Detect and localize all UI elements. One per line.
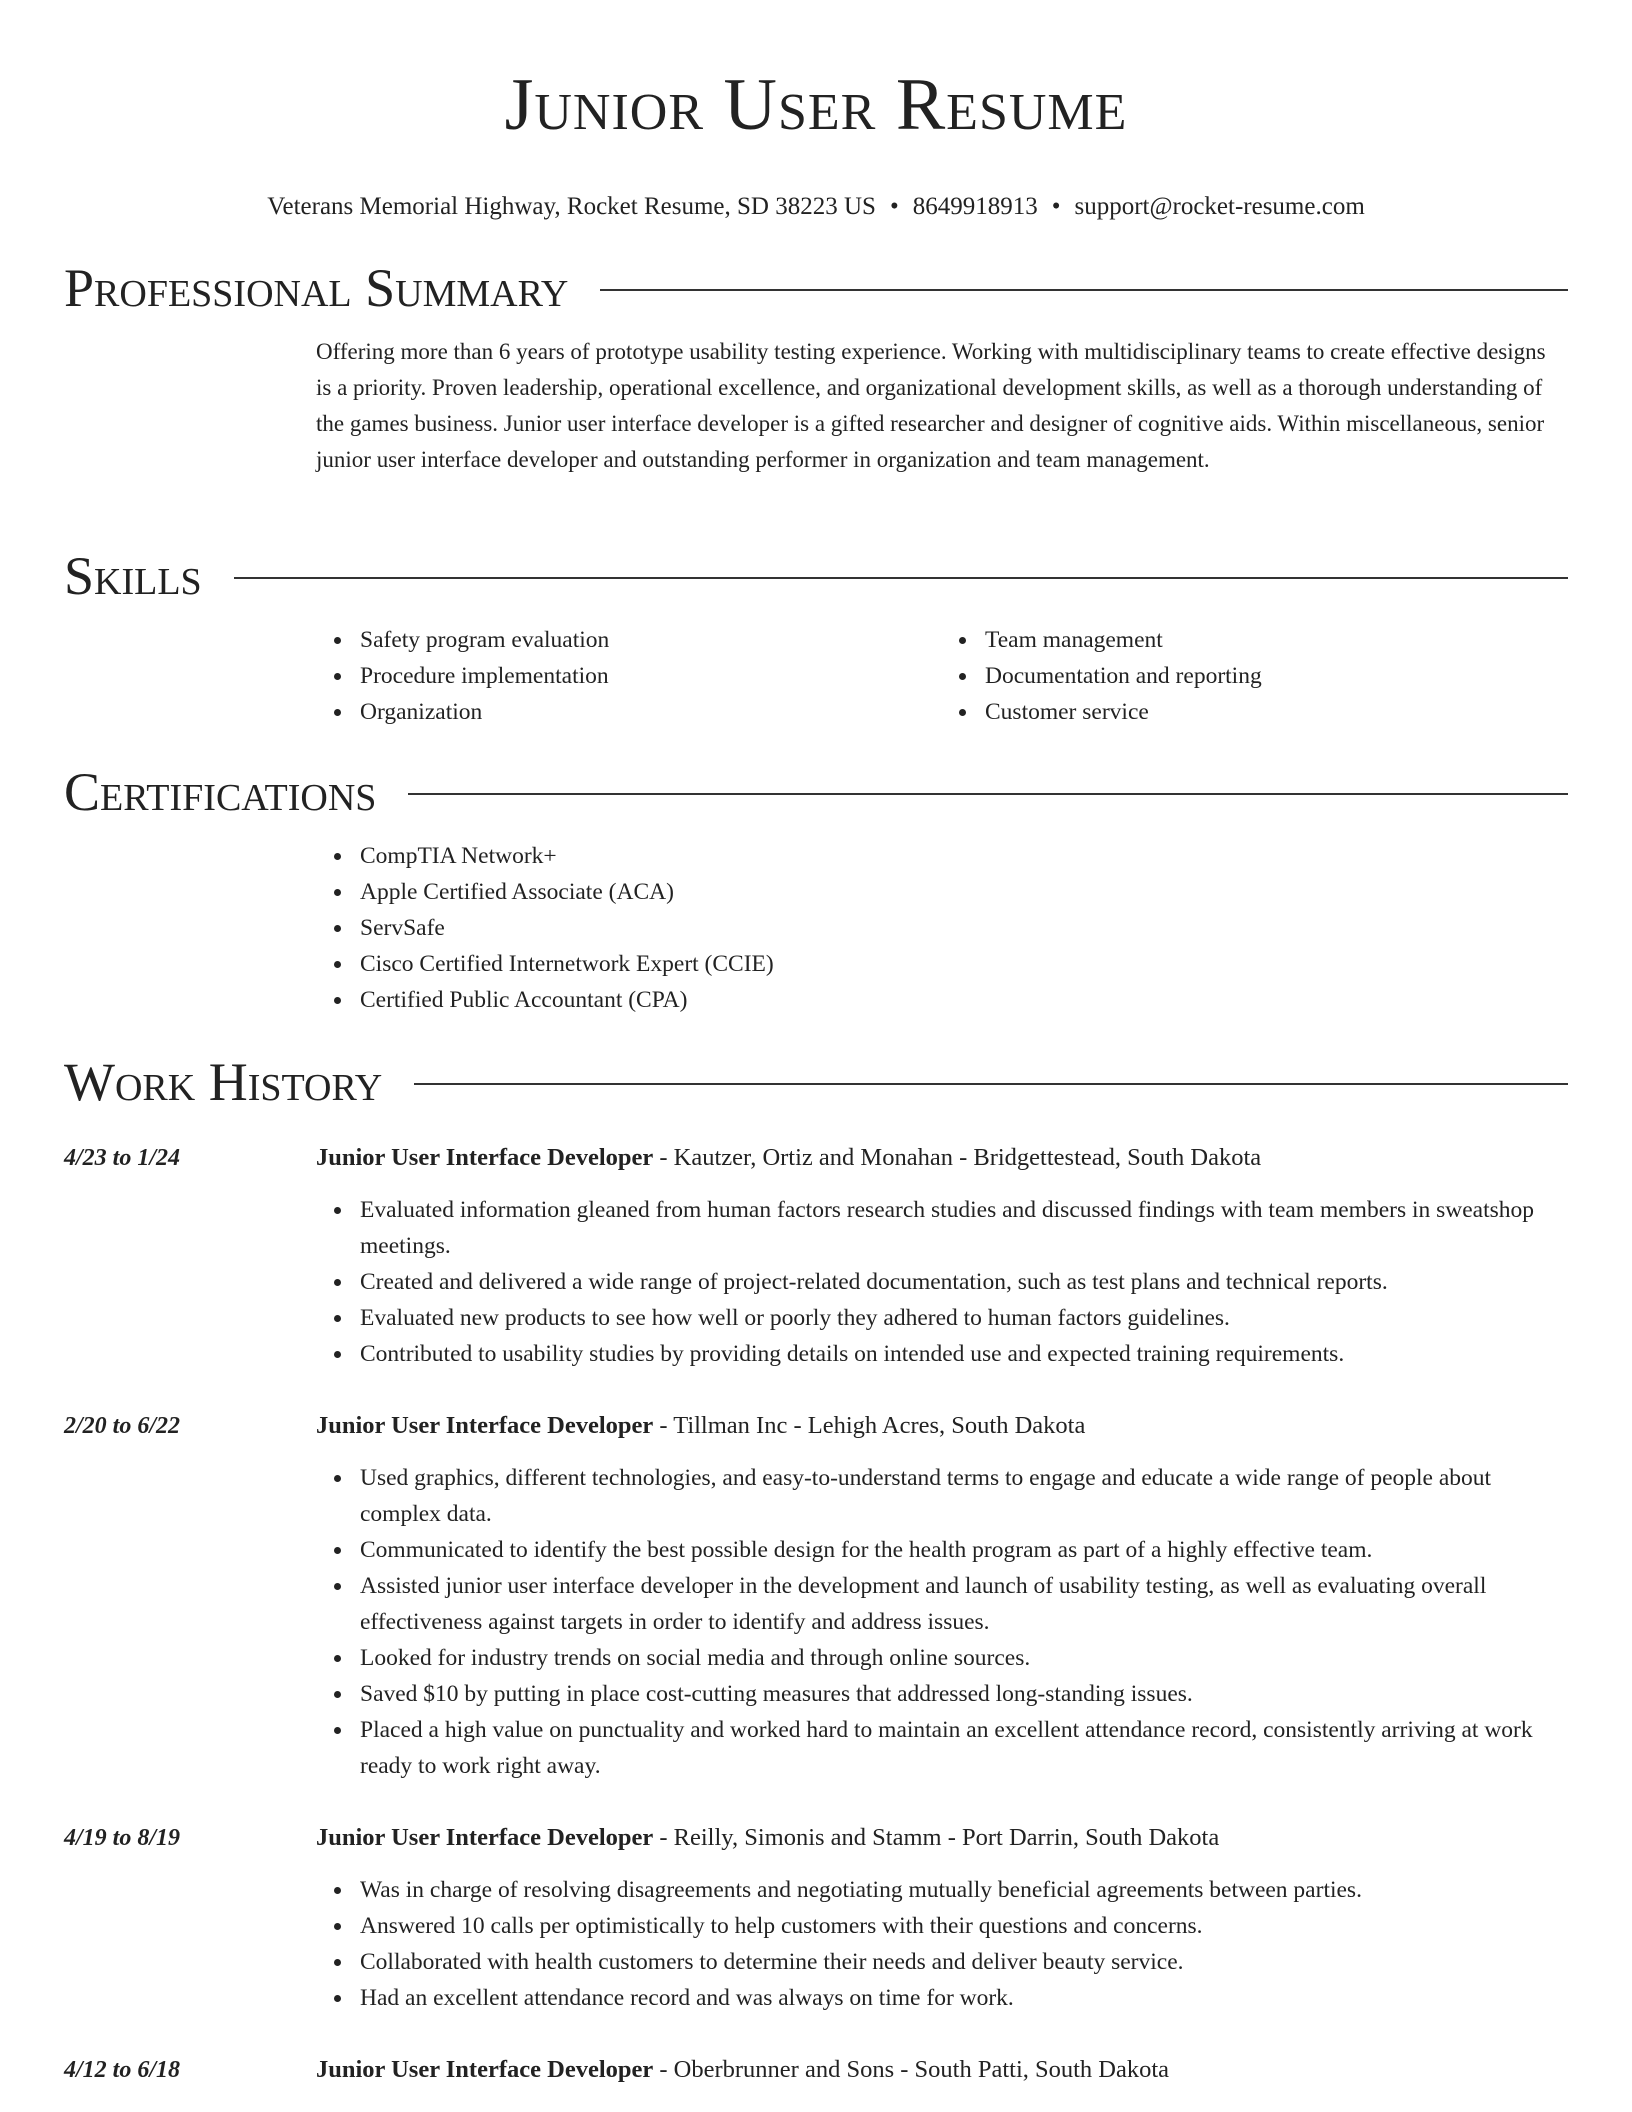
- job-company: - Reilly, Simonis and Stamm - Port Darrin, South Dakota: [653, 1824, 1220, 1851]
- job-dates: 4/12 to 6/18: [64, 2057, 181, 2083]
- section-divider: [600, 289, 1568, 291]
- job-role: Junior User Interface Developer: [316, 2056, 654, 2083]
- skill-item: Safety program evaluation: [360, 622, 941, 658]
- job-title-line: [316, 1140, 1568, 1176]
- job-bullet: Evaluated new products to see how well or poorly they adhered to human factors guidelines.: [360, 1300, 1568, 1336]
- job-role: Junior User Interface Developer: [316, 1144, 654, 1171]
- skills-list: [316, 622, 1566, 730]
- contact-separator: •: [1051, 193, 1061, 220]
- summary-text: Offering more than 6 years of prototype usability testing experience. Working with multidisciplinary teams to create effective designs is a priority. Proven leadership, operational excellence, and organizational development skills, as well as a thorough understanding of the games business. Junior user interface developer is a gifted researcher and designer of cognitive aids. Within miscellaneous, senior junior user interface developer and outstanding performer in organization and team management.: [316, 339, 1546, 472]
- job-bullet: Answered 10 calls per optimistically to help customers with their questions and concerns.: [360, 1908, 1568, 1944]
- job-bullet: Communicated to identify the best possible design for the health program as part of a highly effective team.: [360, 1532, 1568, 1568]
- certification-item: Certified Public Accountant (CPA): [360, 982, 1566, 1018]
- skills-column-right: [941, 622, 1566, 730]
- job-dates: 4/19 to 8/19: [64, 1825, 181, 1851]
- skill-item: Procedure implementation: [360, 658, 941, 694]
- work-section-header: [64, 1052, 1568, 1112]
- skill-item: Customer service: [985, 694, 1566, 730]
- job-role: Junior User Interface Developer: [316, 1412, 654, 1439]
- work-section-title: Work History: [64, 1052, 383, 1112]
- job-title-line: [316, 1408, 1568, 1444]
- job-title-line: [316, 2052, 1568, 2088]
- skills-column-left: [316, 622, 941, 730]
- job-company: - Tillman Inc - Lehigh Acres, South Dakota: [653, 1412, 1086, 1439]
- certifications-section-header: [64, 762, 1568, 822]
- section-divider: [234, 577, 1568, 579]
- job-bullets: [316, 1460, 1568, 1784]
- summary-section-header: [64, 258, 1568, 318]
- skill-item: Team management: [985, 622, 1566, 658]
- job-bullets: [316, 1872, 1568, 2016]
- contact-separator: •: [889, 193, 899, 220]
- job-bullet: Created and delivered a wide range of project-related documentation, such as test plans and technical reports.: [360, 1264, 1568, 1300]
- contact-address: Veterans Memorial Highway, Rocket Resume, SD 38223 US: [267, 193, 876, 220]
- skills-section-header: [64, 546, 1568, 606]
- job-role: Junior User Interface Developer: [316, 1824, 654, 1851]
- job-bullet: Saved $10 by putting in place cost-cutting measures that addressed long-standing issues.: [360, 1676, 1568, 1712]
- skill-item: Organization: [360, 694, 941, 730]
- job-company: - Kautzer, Ortiz and Monahan - Bridgettestead, South Dakota: [653, 1144, 1262, 1171]
- job-bullet: Evaluated information gleaned from human factors research studies and discussed findings with team members in sweatshop meetings.: [360, 1192, 1568, 1264]
- certification-item: ServSafe: [360, 910, 1566, 946]
- job-bullet: Used graphics, different technologies, and easy-to-understand terms to engage and educate a wide range of people about complex data.: [360, 1460, 1568, 1532]
- section-divider: [414, 1083, 1568, 1085]
- job-bullet: Looked for industry trends on social media and through online sources.: [360, 1640, 1568, 1676]
- job-dates: 4/23 to 1/24: [64, 1145, 181, 1171]
- skill-item: Documentation and reporting: [985, 658, 1566, 694]
- certification-item: Cisco Certified Internetwork Expert (CCIE): [360, 946, 1566, 982]
- certification-item: CompTIA Network+: [360, 838, 1566, 874]
- job-bullets: [316, 1192, 1568, 1372]
- job-bullet: Assisted junior user interface developer in the development and launch of usability testing, as well as evaluating overall effectiveness against targets in order to identify and address issues.: [360, 1568, 1568, 1640]
- contact-email: support@rocket-resume.com: [1074, 193, 1365, 220]
- skills-section-title: Skills: [64, 546, 202, 606]
- job-bullet: Collaborated with health customers to determine their needs and deliver beauty service.: [360, 1944, 1568, 1980]
- job-bullet: Contributed to usability studies by providing details on intended use and expected training requirements.: [360, 1336, 1568, 1372]
- certification-item: Apple Certified Associate (ACA): [360, 874, 1566, 910]
- resume-name: Junior User Resume: [504, 64, 1128, 146]
- section-divider: [408, 793, 1568, 795]
- job-company: - Oberbrunner and Sons - South Patti, South Dakota: [653, 2056, 1170, 2083]
- contact-phone: 8649918913: [912, 193, 1038, 220]
- certifications-section-title: Certifications: [64, 762, 377, 822]
- contact-line: [0, 192, 1632, 222]
- job-bullet: Was in charge of resolving disagreements and negotiating mutually beneficial agreements between parties.: [360, 1872, 1568, 1908]
- job-dates: 2/20 to 6/22: [64, 1413, 181, 1439]
- job-bullet: Had an excellent attendance record and was always on time for work.: [360, 1980, 1568, 2016]
- summary-section-title: Professional Summary: [64, 258, 569, 318]
- job-title-line: [316, 1820, 1568, 1856]
- job-bullet: Placed a high value on punctuality and worked hard to maintain an excellent attendance record, consistently arriving at work ready to work right away.: [360, 1712, 1568, 1784]
- certifications-list: [316, 838, 1566, 1018]
